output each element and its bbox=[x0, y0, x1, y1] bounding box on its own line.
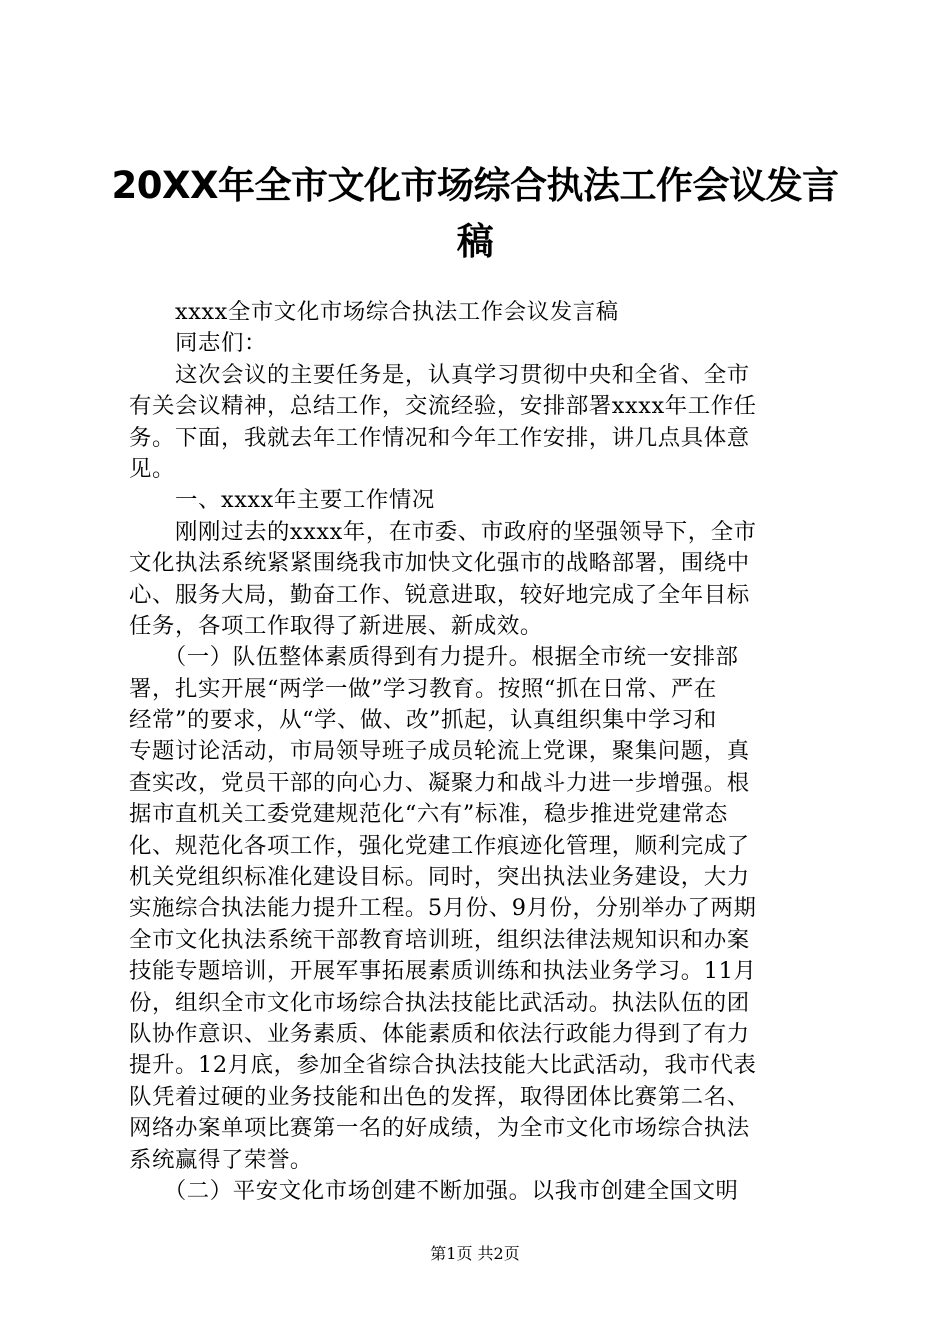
body-line: 系统赢得了荣誉。 bbox=[129, 1146, 313, 1173]
body-line: 查实改，党员干部的向心力、凝聚力和战斗力进一步增强。根 bbox=[129, 769, 750, 796]
body-line: （二）平安文化市场创建不断加强。以我市创建全国文明 bbox=[129, 1177, 739, 1204]
body-line: xxxx全市文化市场综合执法工作会议发言稿 bbox=[129, 299, 619, 325]
body-line: 化、规范化各项工作，强化党建工作痕迹化管理，顺利完成了 bbox=[129, 832, 750, 859]
body-line: 有关会议精神，总结工作，交流经验，安排部署xxxx年工作任 bbox=[129, 393, 757, 420]
document-body bbox=[129, 297, 833, 1207]
body-line: （一）队伍整体素质得到有力提升。根据全市统一安排部 bbox=[129, 644, 739, 671]
page-footer: 第1页 共2页 bbox=[430, 1244, 520, 1263]
body-line: 技能专题培训，开展军事拓展素质训练和执法业务学习。11月 bbox=[129, 958, 757, 985]
body-line: 署，扎实开展“两学一做”学习教育。按照“抓在日常、严在 bbox=[129, 675, 717, 702]
body-line: 一、xxxx年主要工作情况 bbox=[129, 487, 435, 514]
document-title-line-2: 稿 bbox=[456, 220, 494, 263]
body-line: 任务，各项工作取得了新进展、新成效。 bbox=[129, 612, 543, 639]
body-line: 队协作意识、业务素质、体能素质和依法行政能力得到了有力 bbox=[129, 1020, 750, 1047]
body-line: 务。下面，我就去年工作情况和今年工作安排，讲几点具体意 bbox=[129, 424, 750, 451]
body-line: 机关党组织标准化建设目标。同时，突出执法业务建设，大力 bbox=[129, 864, 750, 891]
body-line: 见。 bbox=[129, 455, 175, 482]
body-line: 网络办案单项比赛第一名的好成绩，为全市文化市场综合执法 bbox=[129, 1115, 750, 1142]
body-line: 实施综合执法能力提升工程。5月份、9月份，分别举办了两期 bbox=[129, 895, 757, 922]
body-line: 据市直机关工委党建规范化“六有”标准，稳步推进党建常态 bbox=[129, 801, 728, 828]
document-title-line-1: 20XX年全市文化市场综合执法工作会议发言 bbox=[111, 164, 839, 207]
body-line: 文化执法系统紧紧围绕我市加快文化强市的战略部署，围绕中 bbox=[129, 550, 750, 577]
body-line: 份，组织全市文化市场综合执法技能比武活动。执法队伍的团 bbox=[129, 989, 750, 1016]
body-line: 经常”的要求，从“学、做、改”抓起，认真组织集中学习和 bbox=[129, 707, 717, 734]
body-line: 心、服务大局，勤奋工作、锐意进取，较好地完成了全年目标 bbox=[129, 581, 750, 608]
body-line: 刚刚过去的xxxx年，在市委、市政府的坚强领导下，全市 bbox=[129, 518, 757, 545]
body-line: 提升。12月底，参加全省综合执法技能大比武活动，我市代表 bbox=[129, 1052, 757, 1079]
body-line: 全市文化执法系统干部教育培训班，组织法律法规知识和办案 bbox=[129, 926, 750, 953]
body-line: 专题讨论活动，市局领导班子成员轮流上党课，聚集问题，真 bbox=[129, 738, 750, 765]
body-line: 队凭着过硬的业务技能和出色的发挥，取得团体比赛第二名、 bbox=[129, 1083, 750, 1110]
body-line: 这次会议的主要任务是，认真学习贯彻中央和全省、全市 bbox=[129, 361, 750, 388]
body-line: 同志们： bbox=[129, 330, 267, 357]
